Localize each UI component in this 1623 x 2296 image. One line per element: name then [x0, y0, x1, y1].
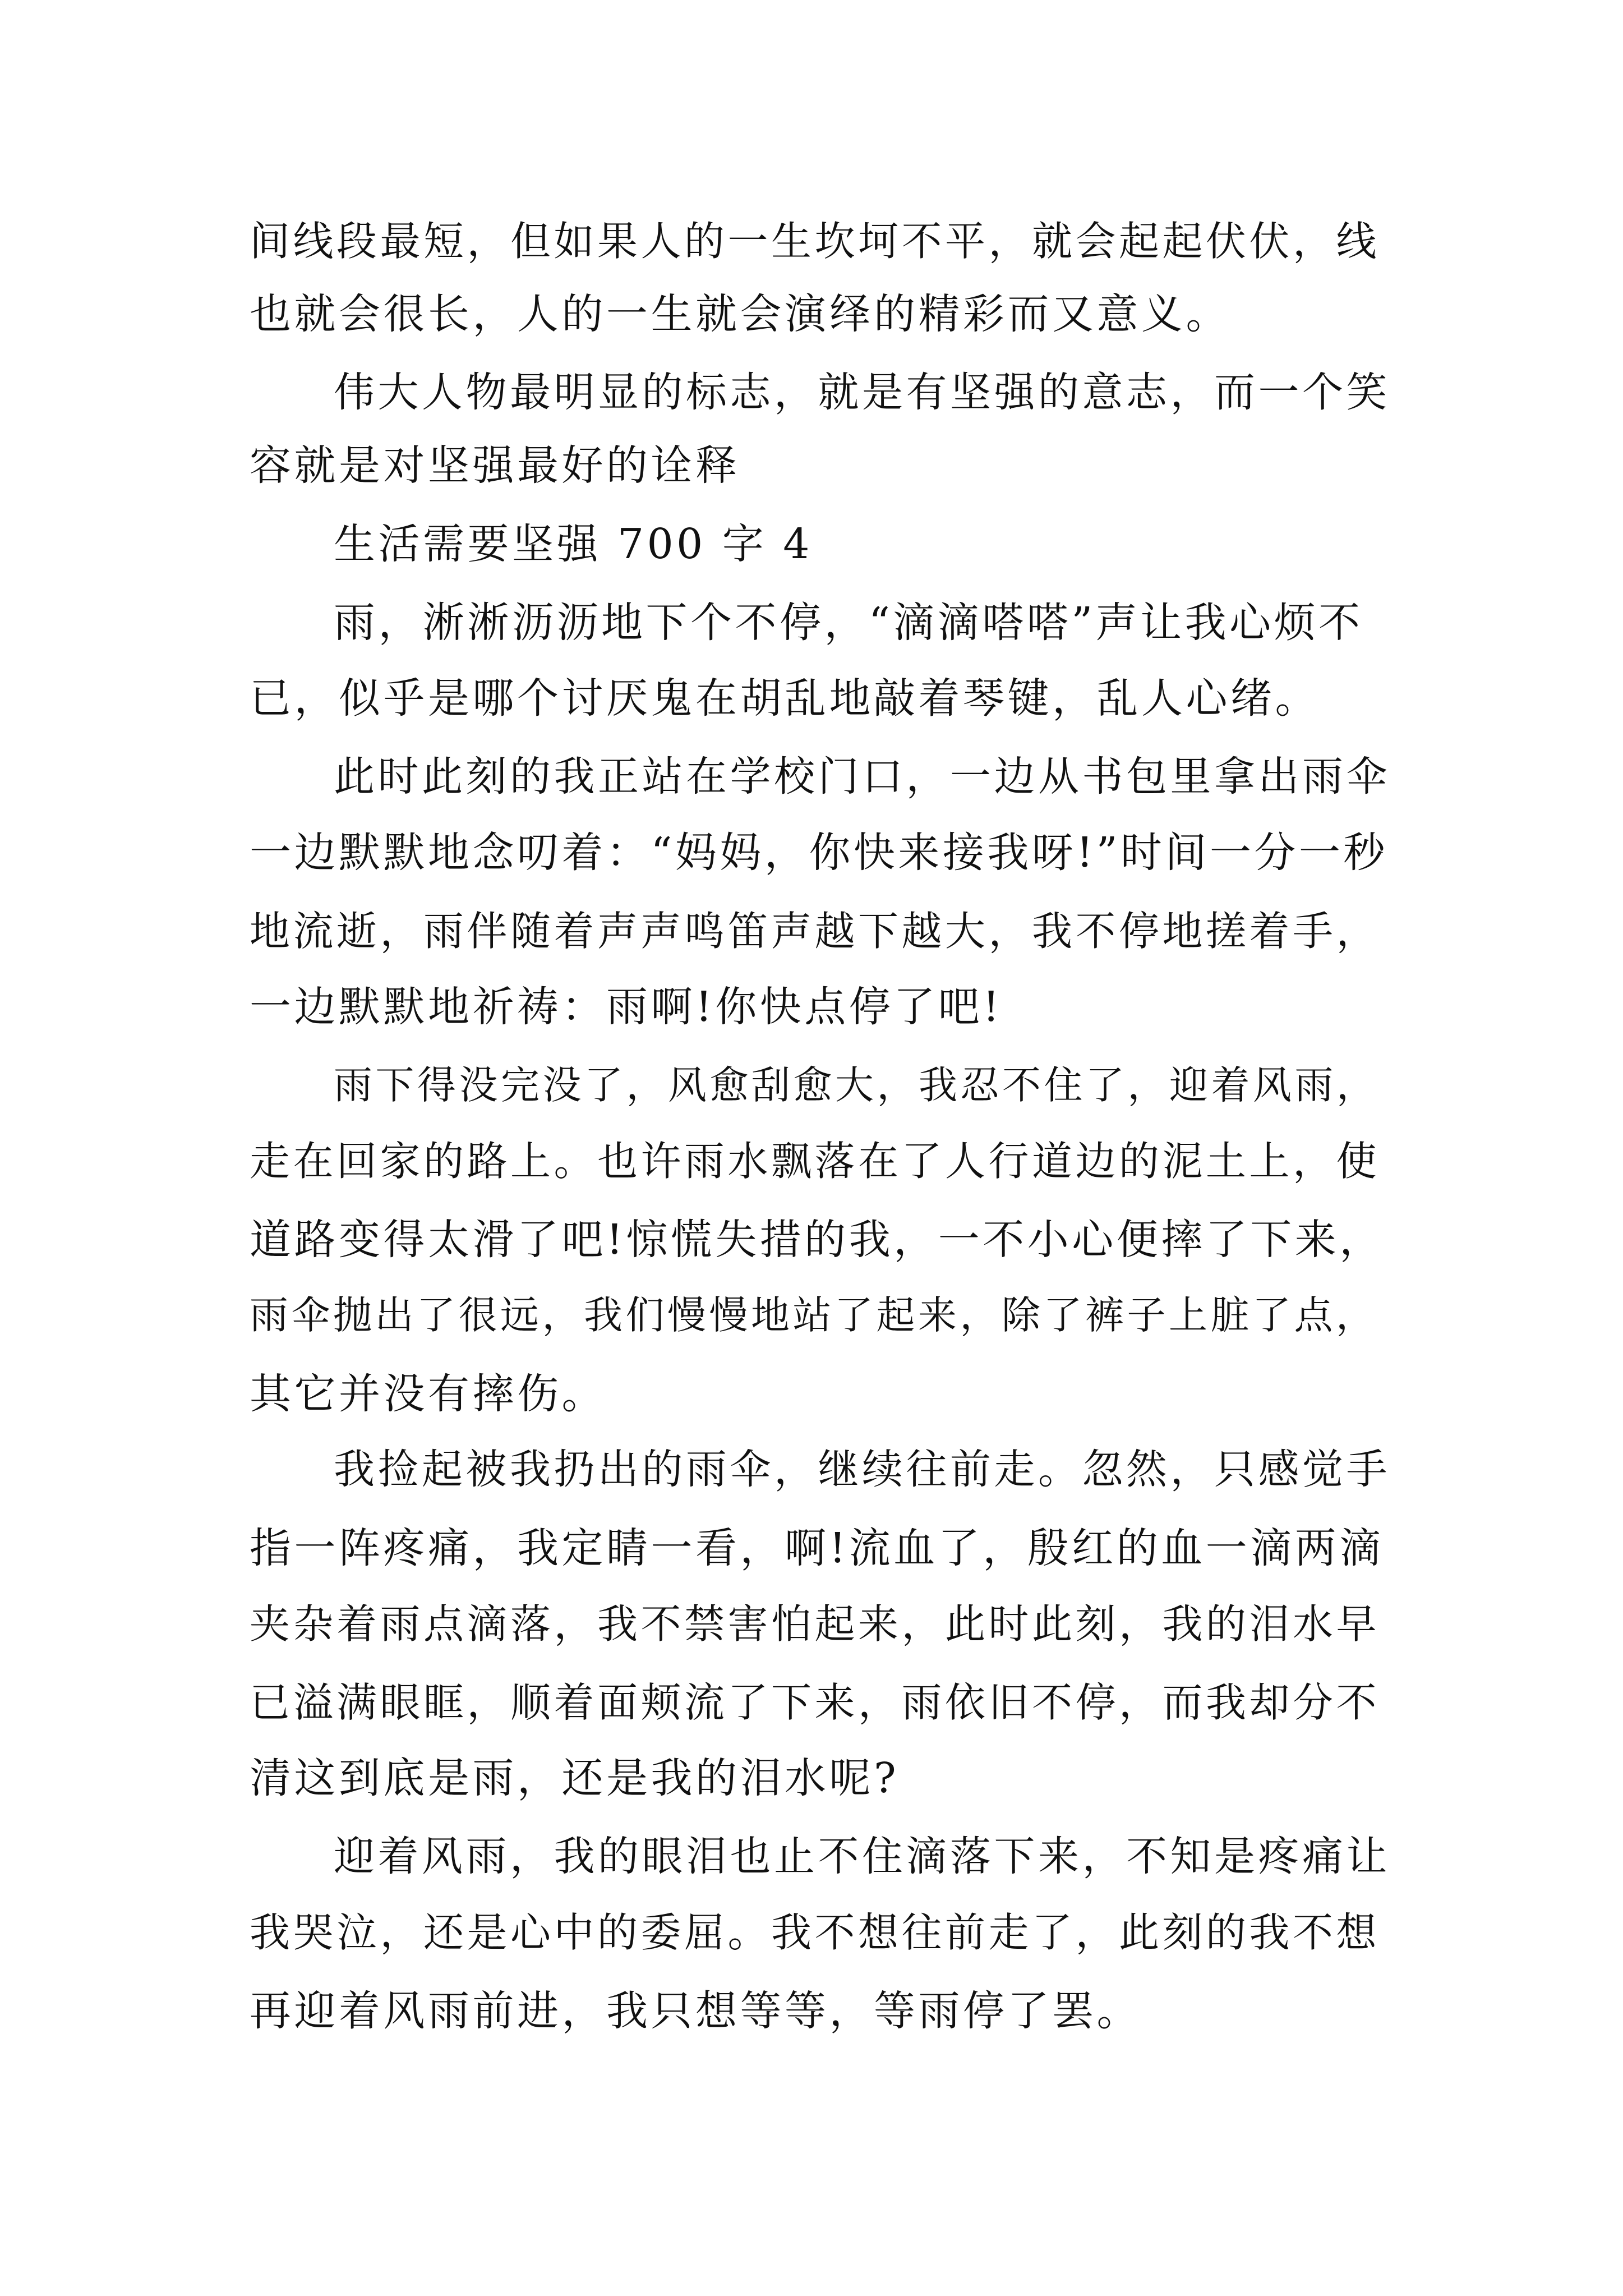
section-heading: 生活需要坚强 700 字 4	[334, 520, 813, 568]
text-line: 再迎着风雨前进，我只想等等，等雨停了罢。	[250, 1987, 1141, 2035]
text-line: 此时此刻的我正站在学校门口，一边从书包里拿出雨伞	[334, 753, 1390, 800]
text-line: 迎着风雨，我的眼泪也止不住滴落下来，不知是疼痛让	[334, 1833, 1390, 1880]
text-line: 我捡起被我扔出的雨伞，继续往前走。忽然，只感觉手	[334, 1446, 1390, 1493]
text-line: 已，似乎是哪个讨厌鬼在胡乱地敲着琴键，乱人心绪。	[250, 674, 1320, 723]
text-line: 已溢满眼眶，顺着面颊流了下来，雨依旧不停，而我却分不	[250, 1679, 1380, 1726]
text-line: 道路变得太滑了吧!惊慌失措的我，一不小心便摔了下来，	[250, 1216, 1384, 1264]
text-line: 一边默默地念叨着：“妈妈，你快来接我呀!”时间一分一秒	[250, 829, 1388, 877]
text-line: 清这到底是雨，还是我的泪水呢?	[250, 1754, 900, 1802]
text-line: 走在回家的路上。也许雨水飘落在了人行道边的泥土上，使	[250, 1138, 1380, 1185]
text-line: 雨下得没完没了，风愈刮愈大，我忍不住了，迎着风雨，	[334, 1063, 1378, 1108]
text-line: 其它并没有摔伤。	[250, 1370, 606, 1418]
text-line: 指一阵疼痛，我定睛一看，啊!流血了，殷红的血一滴两滴	[250, 1524, 1384, 1572]
text-line: 夹杂着雨点滴落，我不禁害怕起来，此时此刻，我的泪水早	[250, 1600, 1380, 1648]
text-line: 雨伞抛出了很远，我们慢慢地站了起来，除了裤子上脏了点，	[250, 1293, 1378, 1338]
text-line: 间线段最短，但如果人的一生坎坷不平，就会起起伏伏，线	[250, 218, 1380, 265]
text-line: 地流逝，雨伴随着声声鸣笛声越下越大，我不停地搓着手，	[250, 908, 1380, 955]
text-line: 雨，淅淅沥沥地下个不停，“滴滴嗒嗒”声让我心烦不	[334, 599, 1363, 647]
text-line: 一边默默地祈祷：雨啊!你快点停了吧!	[250, 983, 1003, 1031]
text-line: 我哭泣，还是心中的委屈。我不想往前走了，此刻的我不想	[250, 1909, 1380, 1956]
text-line: 伟大人物最明显的标志，就是有坚强的意志，而一个笑	[334, 369, 1390, 416]
text-line: 容就是对坚强最好的诠释	[250, 441, 740, 490]
text-line: 也就会很长，人的一生就会演绎的精彩而又意义。	[250, 290, 1230, 338]
